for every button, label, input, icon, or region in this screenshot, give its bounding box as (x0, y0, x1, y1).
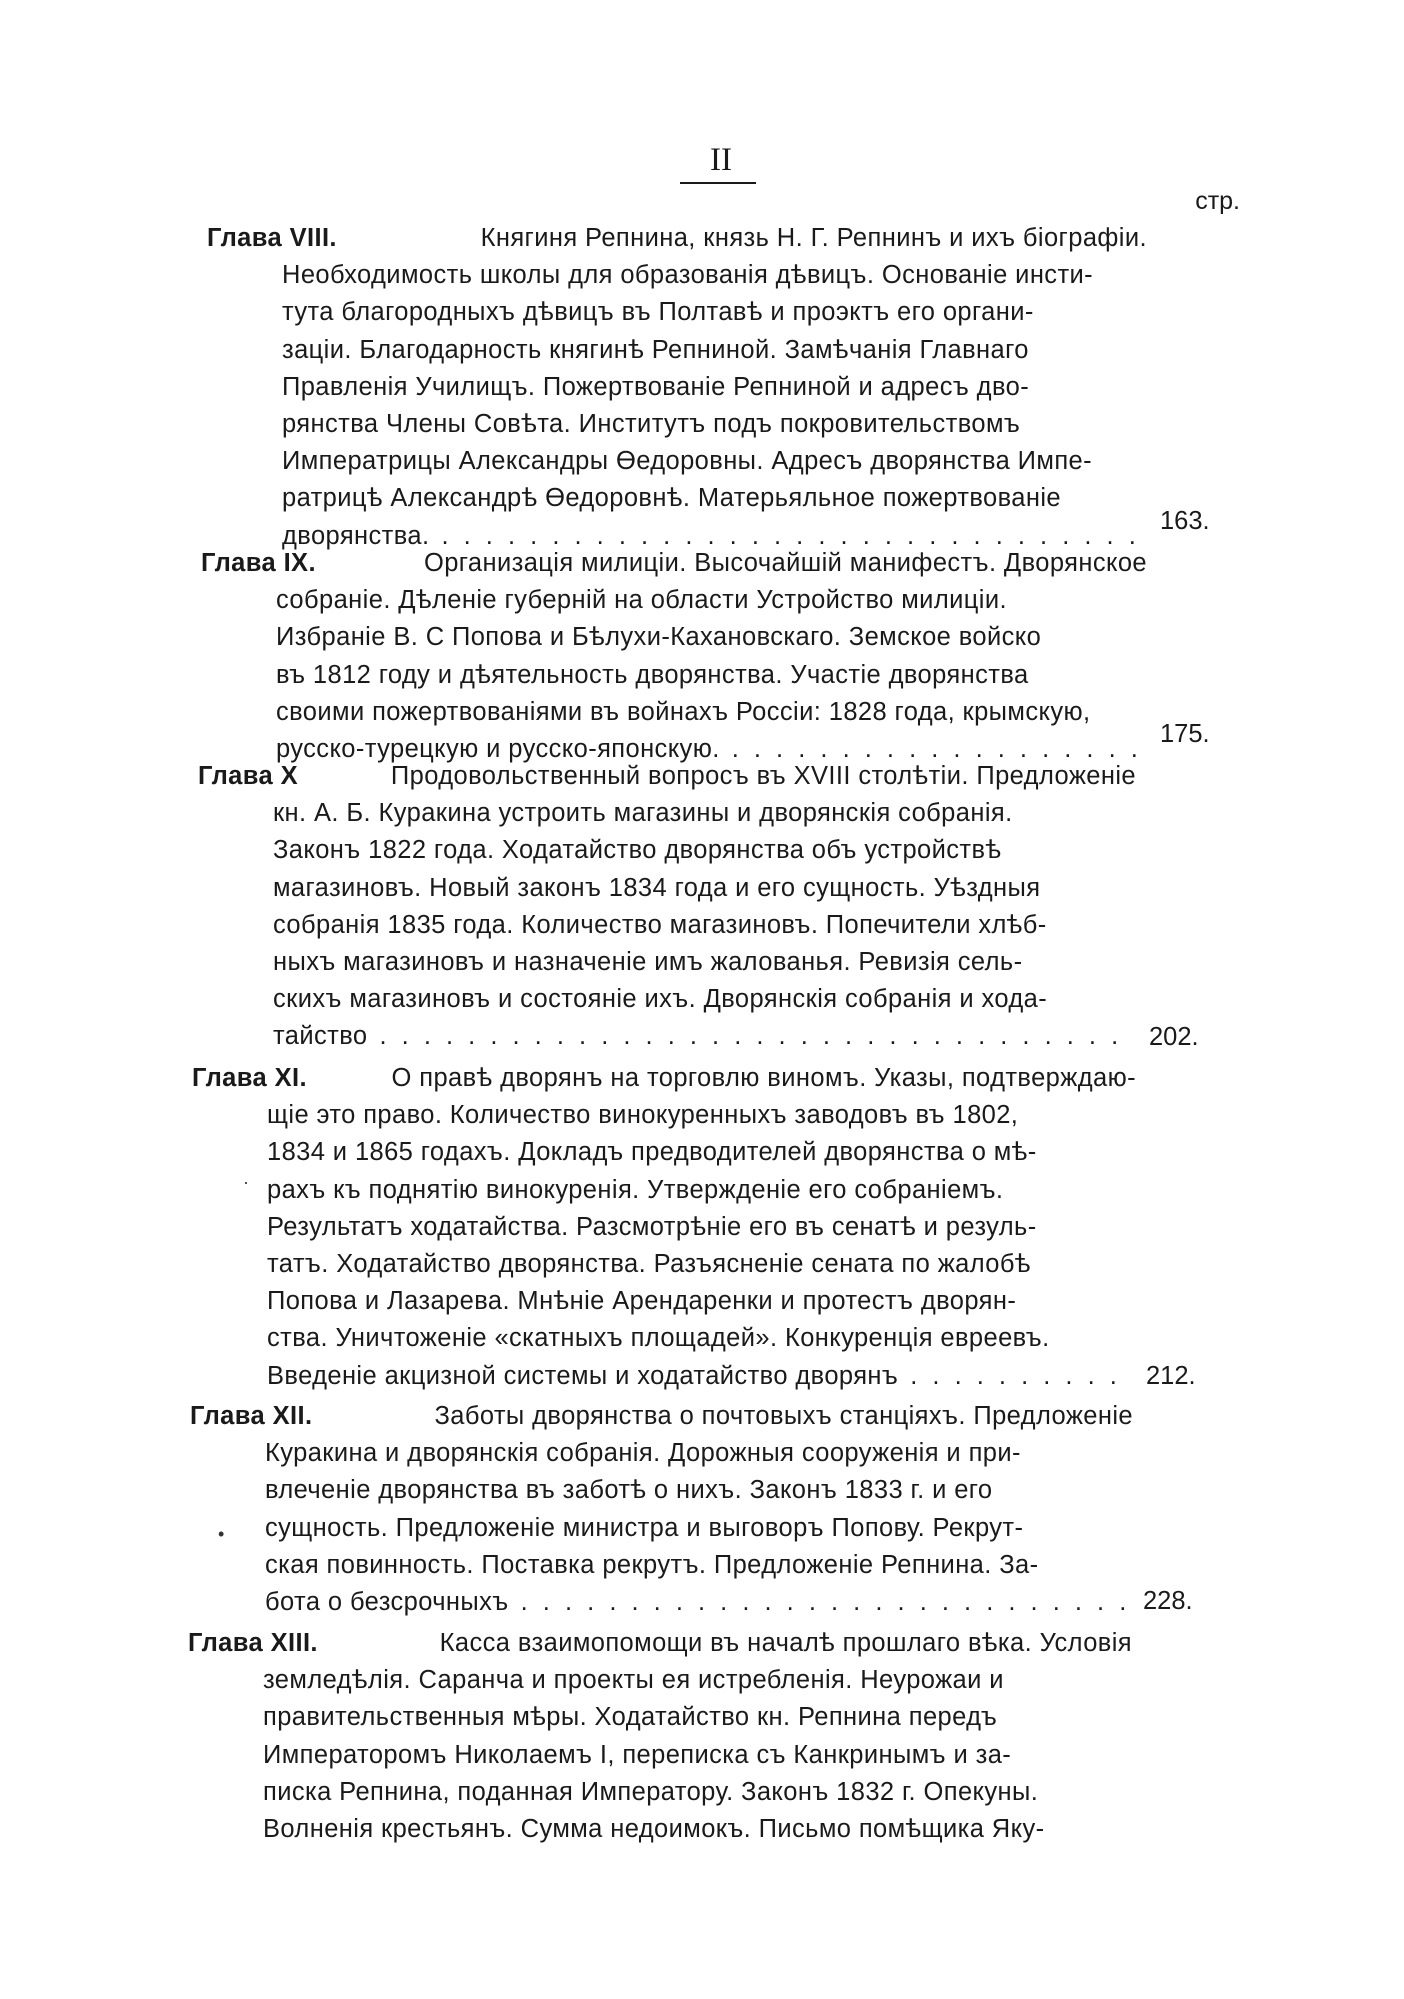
chapter-page-number: 163. (1160, 507, 1210, 535)
chapter-line (265, 1547, 1133, 1584)
chapter-line (282, 332, 1147, 369)
chapter-xiii (188, 1625, 1132, 1848)
chapter-text: Необходимость школы для образованія дѣвицъ. Основаніе инсти- (282, 261, 1094, 290)
chapter-line (265, 1435, 1133, 1472)
dot-leader (910, 1358, 1130, 1395)
chapter-line (263, 1737, 1132, 1774)
chapter-text: правительственныя мѣры. Ходатайство кн. Репнина передъ (263, 1703, 998, 1732)
chapter-line (282, 406, 1147, 443)
chapter-text: Куракина и дворянскія собранія. Дорожныя сооруженія и при- (265, 1439, 1021, 1468)
chapter-line (192, 1060, 1136, 1097)
chapter-text: Избраніе В. С Попова и Бѣлухи-Кахановскаго. Земское войско (276, 623, 1042, 652)
chapter-text: Продовольственный вопросъ въ XVIII столѣтіи. Предложеніе (390, 762, 1136, 790)
chapter-line (282, 369, 1147, 406)
chapter-label: Глава VIII. (207, 224, 337, 252)
print-speck-mark: · (243, 1172, 249, 1192)
chapter-text: кн. А. Б. Куракина устроить магазины и дворянскія собранія. (273, 799, 1013, 828)
chapter-line (273, 907, 1136, 944)
chapter-line (267, 1358, 1136, 1395)
chapter-text: ства. Уничтоженіе «скатныхъ площадей». Конкуренція евреевъ. (267, 1324, 1050, 1353)
chapter-line (267, 1172, 1136, 1209)
chapter-text: щіе это право. Количество винокуренныхъ заводовъ въ 1802, (267, 1101, 1019, 1130)
chapter-line (267, 1097, 1136, 1134)
chapter-line (265, 1510, 1133, 1547)
chapter-text: въ 1812 году и дѣятельность дворянства. Участіе дворянства (276, 660, 1029, 689)
chapter-line (282, 294, 1147, 331)
chapter-line (267, 1209, 1136, 1246)
chapter-line (263, 1774, 1132, 1811)
chapter-text: русско-турецкую и русско-японскую. (276, 734, 720, 763)
chapter-line (263, 1699, 1132, 1736)
chapter-line (276, 657, 1147, 694)
chapter-page-number: 202. (1149, 1023, 1199, 1051)
chapter-viii (207, 220, 1147, 555)
chapter-label: Глава XIII. (188, 1629, 318, 1657)
chapter-text: тута благородныхъ дѣвицъ въ Полтавѣ и проэктъ его органи- (282, 298, 1034, 327)
dot-leader (380, 1018, 1131, 1055)
chapter-text: скихъ магазиновъ и состояніе ихъ. Дворянскія собранія и хода- (273, 985, 1048, 1014)
chapter-text: ская повинность. Поставка рекрутъ. Предложеніе Репнина. За- (265, 1550, 1039, 1579)
chapter-x (198, 758, 1136, 1056)
chapter-text: своими пожертвованіями въ войнахъ Россіи: 1828 года, крымскую, (276, 697, 1091, 726)
chapter-text: Императрицы Александры Өедоровны. Адресъ дворянства Импе- (282, 447, 1093, 476)
chapter-text: тайство (273, 1022, 368, 1051)
chapter-line (273, 832, 1136, 869)
chapter-text: Законъ 1822 года. Ходатайство дворянства объ устройствѣ (273, 836, 1002, 865)
chapter-text: Волненія крестьянъ. Сумма недоимокъ. Письмо помѣщика Яку- (263, 1814, 1045, 1843)
chapter-text: писка Репнина, поданная Императору. Законъ 1832 г. Опекуны. (263, 1777, 1039, 1806)
chapter-text: сущность. Предложеніе министра и выговоръ Попову. Рекрут- (265, 1513, 1024, 1542)
chapter-text: Результатъ ходатайства. Разсмотрѣніе его въ сенатѣ и резуль- (267, 1212, 1037, 1241)
chapter-line (273, 944, 1136, 981)
chapter-line (276, 619, 1147, 656)
chapter-text: рахъ къ поднятію винокуренія. Утвержденіе его собраніемъ. (267, 1175, 1004, 1204)
chapter-xii (190, 1398, 1133, 1621)
chapter-line (273, 795, 1136, 832)
chapter-line (265, 1472, 1133, 1509)
chapter-line (207, 220, 1147, 257)
chapter-page-number: 212. (1146, 1362, 1196, 1390)
chapter-line (273, 1018, 1136, 1055)
chapter-line (201, 545, 1147, 582)
chapter-line (282, 443, 1147, 480)
page-column-label: стр. (1195, 187, 1240, 215)
chapter-ix (201, 545, 1147, 768)
page-number-rule (680, 182, 756, 184)
chapter-text: Попова и Лазарева. Мнѣніе Арендаренки и протестъ дворян- (267, 1287, 1017, 1316)
chapter-page-number: 175. (1160, 720, 1210, 748)
chapter-line (276, 694, 1147, 731)
chapter-line (282, 257, 1147, 294)
chapter-text: влеченіе дворянства въ заботѣ о нихъ. Законъ 1833 г. и его (265, 1476, 993, 1505)
chapter-text: ныхъ магазиновъ и назначеніе имъ жалованья. Ревизія сель- (273, 947, 1023, 976)
page-number: II (710, 142, 732, 178)
chapter-line (267, 1246, 1136, 1283)
chapter-text: бота о безсрочныхъ (265, 1587, 509, 1616)
chapter-text: О правѣ дворянъ на торговлю виномъ. Указы, подтверждаю- (391, 1064, 1136, 1092)
chapter-text: собранія 1835 года. Количество магазиновъ. Попечители хлѣб- (273, 910, 1047, 939)
chapter-text: Правленія Училищъ. Пожертвованіе Репниной и адресъ дво- (282, 372, 1030, 401)
chapter-text: собраніе. Дѣленіе губерній на области Устройство милиціи. (276, 586, 1007, 615)
chapter-text: Заботы дворянства о почтовыхъ станціяхъ. Предложеніе (434, 1402, 1133, 1430)
chapter-line (188, 1625, 1132, 1662)
chapter-line (282, 480, 1147, 517)
chapter-text: татъ. Ходатайство дворянства. Разъясненіе сената по жалобѣ (267, 1249, 1031, 1278)
chapter-text: ратрицѣ Александрѣ Өедоровнѣ. Матерьяльное пожертвованіе (282, 484, 1061, 513)
chapter-text: земледѣлія. Саранча и проекты ея истребленія. Неурожаи и (263, 1666, 1004, 1695)
chapter-text: Императоромъ Николаемъ I, переписка съ Канкринымъ и за- (263, 1740, 1012, 1769)
chapter-line (263, 1811, 1132, 1848)
print-speck-mark: • (218, 1524, 225, 1544)
chapter-label: Глава X (198, 762, 298, 790)
chapter-line (273, 870, 1136, 907)
chapter-text: 1834 и 1865 годахъ. Докладъ предводителей дворянства о мѣ- (267, 1138, 1037, 1167)
chapter-line (273, 981, 1136, 1018)
chapter-text: дворянства. (282, 521, 430, 550)
chapter-line (198, 758, 1136, 795)
chapter-line (265, 1584, 1133, 1621)
chapter-line (267, 1320, 1136, 1357)
chapter-text: магазиновъ. Новый законъ 1834 года и его сущность. Уѣздныя (273, 873, 1041, 902)
chapter-text: Касса взаимопомощи въ началѣ прошлаго вѣка. Условія (439, 1629, 1132, 1657)
chapter-text: рянства Члены Совѣта. Институтъ подъ покровительствомъ (282, 409, 1021, 438)
chapter-line (276, 582, 1147, 619)
chapter-line (267, 1283, 1136, 1320)
chapter-line (190, 1398, 1133, 1435)
chapter-xi (192, 1060, 1136, 1395)
chapter-label: Глава XII. (190, 1402, 313, 1430)
chapter-text: заціи. Благодарность княгинѣ Репниной. Замѣчанія Главнаго (282, 335, 1029, 364)
dot-leader (521, 1584, 1127, 1621)
chapter-line (267, 1134, 1136, 1171)
chapter-text: Организація милиціи. Высочайшій манифестъ. Дворянское (423, 549, 1147, 577)
chapter-line (263, 1662, 1132, 1699)
chapter-text: Княгиня Репнина, князь Н. Г. Репнинъ и ихъ біографіи. (480, 224, 1147, 252)
chapter-label: Глава IX. (201, 549, 316, 577)
chapter-page-number: 228. (1143, 1587, 1193, 1615)
chapter-label: Глава XI. (192, 1064, 307, 1092)
chapter-text: Введеніе акцизной системы и ходатайство дворянъ (267, 1361, 899, 1390)
